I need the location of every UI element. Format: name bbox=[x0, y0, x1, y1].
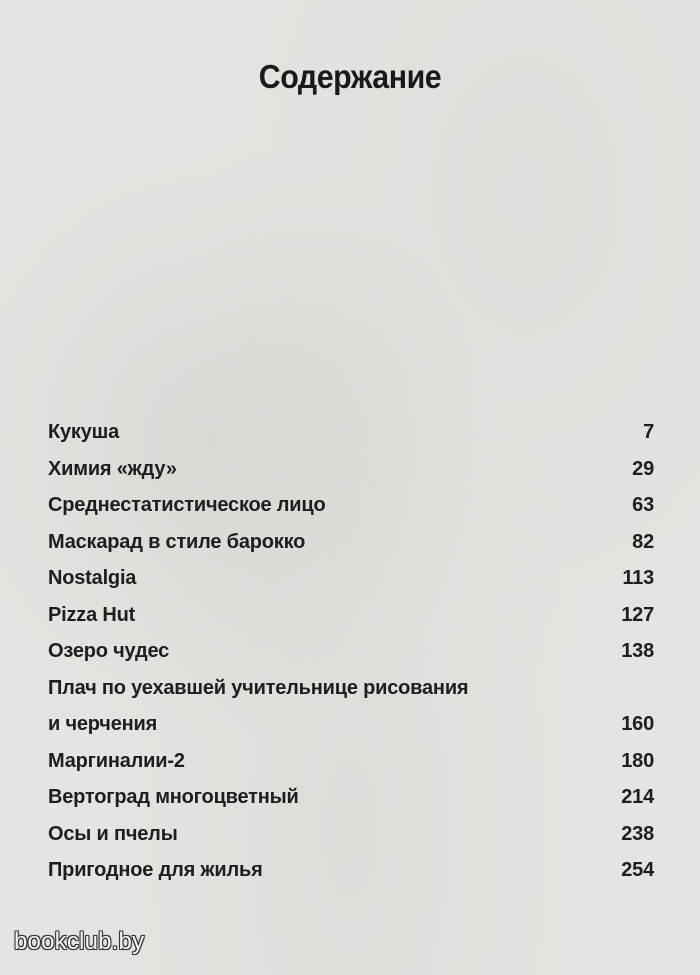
toc-entry bbox=[48, 743, 654, 780]
toc-entry-title: Маргиналии-2 bbox=[48, 749, 185, 772]
toc-entry-page: 238 bbox=[621, 822, 654, 845]
toc-entry-page: 29 bbox=[632, 457, 654, 480]
toc-entry-page: 214 bbox=[621, 786, 654, 808]
toc-entry-title: Nostalgia bbox=[48, 567, 137, 589]
toc-entry-title: Маскарад в стиле барокко bbox=[48, 530, 306, 553]
toc-entry-page: 127 bbox=[621, 603, 654, 626]
toc-entry-page: 113 bbox=[622, 567, 654, 589]
toc-entry bbox=[48, 852, 654, 889]
toc-entry-title: Кукуша bbox=[48, 421, 120, 443]
toc-entry bbox=[48, 451, 654, 488]
toc-entry bbox=[48, 560, 654, 597]
toc-entry bbox=[48, 816, 654, 853]
toc-entry bbox=[48, 524, 654, 561]
toc-entry-title: Pizza Hut bbox=[48, 603, 136, 626]
toc-entry-page: 160 bbox=[621, 713, 654, 735]
table-of-contents bbox=[48, 414, 654, 889]
toc-entry-page: 138 bbox=[621, 640, 654, 662]
toc-entry-page: 63 bbox=[632, 494, 654, 516]
toc-entry-title: Озеро чудес bbox=[48, 640, 170, 662]
toc-entry-title: Химия «жду» bbox=[48, 457, 177, 480]
toc-entry-title: Вертоград многоцветный bbox=[48, 786, 299, 808]
toc-entry-title: Плач по уехавшей учительнице рисования и черчения bbox=[48, 676, 469, 735]
toc-entry-title: Осы и пчелы bbox=[48, 822, 178, 845]
toc-entry bbox=[48, 779, 654, 816]
toc-entry bbox=[48, 487, 654, 524]
toc-entry bbox=[48, 414, 654, 451]
toc-entry bbox=[48, 597, 654, 634]
site-watermark: bookclub.by bbox=[14, 928, 145, 955]
toc-entry-page: 180 bbox=[621, 749, 654, 772]
toc-entry-page: 7 bbox=[643, 421, 654, 443]
toc-entry bbox=[48, 670, 654, 743]
page-title: Содержание bbox=[258, 58, 442, 95]
toc-entry bbox=[48, 633, 654, 670]
toc-entry-page: 254 bbox=[621, 859, 654, 881]
toc-entry-page: 82 bbox=[632, 530, 654, 553]
toc-entry-title: Пригодное для жилья bbox=[48, 859, 263, 881]
toc-entry-title: Среднестатистическое лицо bbox=[48, 494, 326, 516]
